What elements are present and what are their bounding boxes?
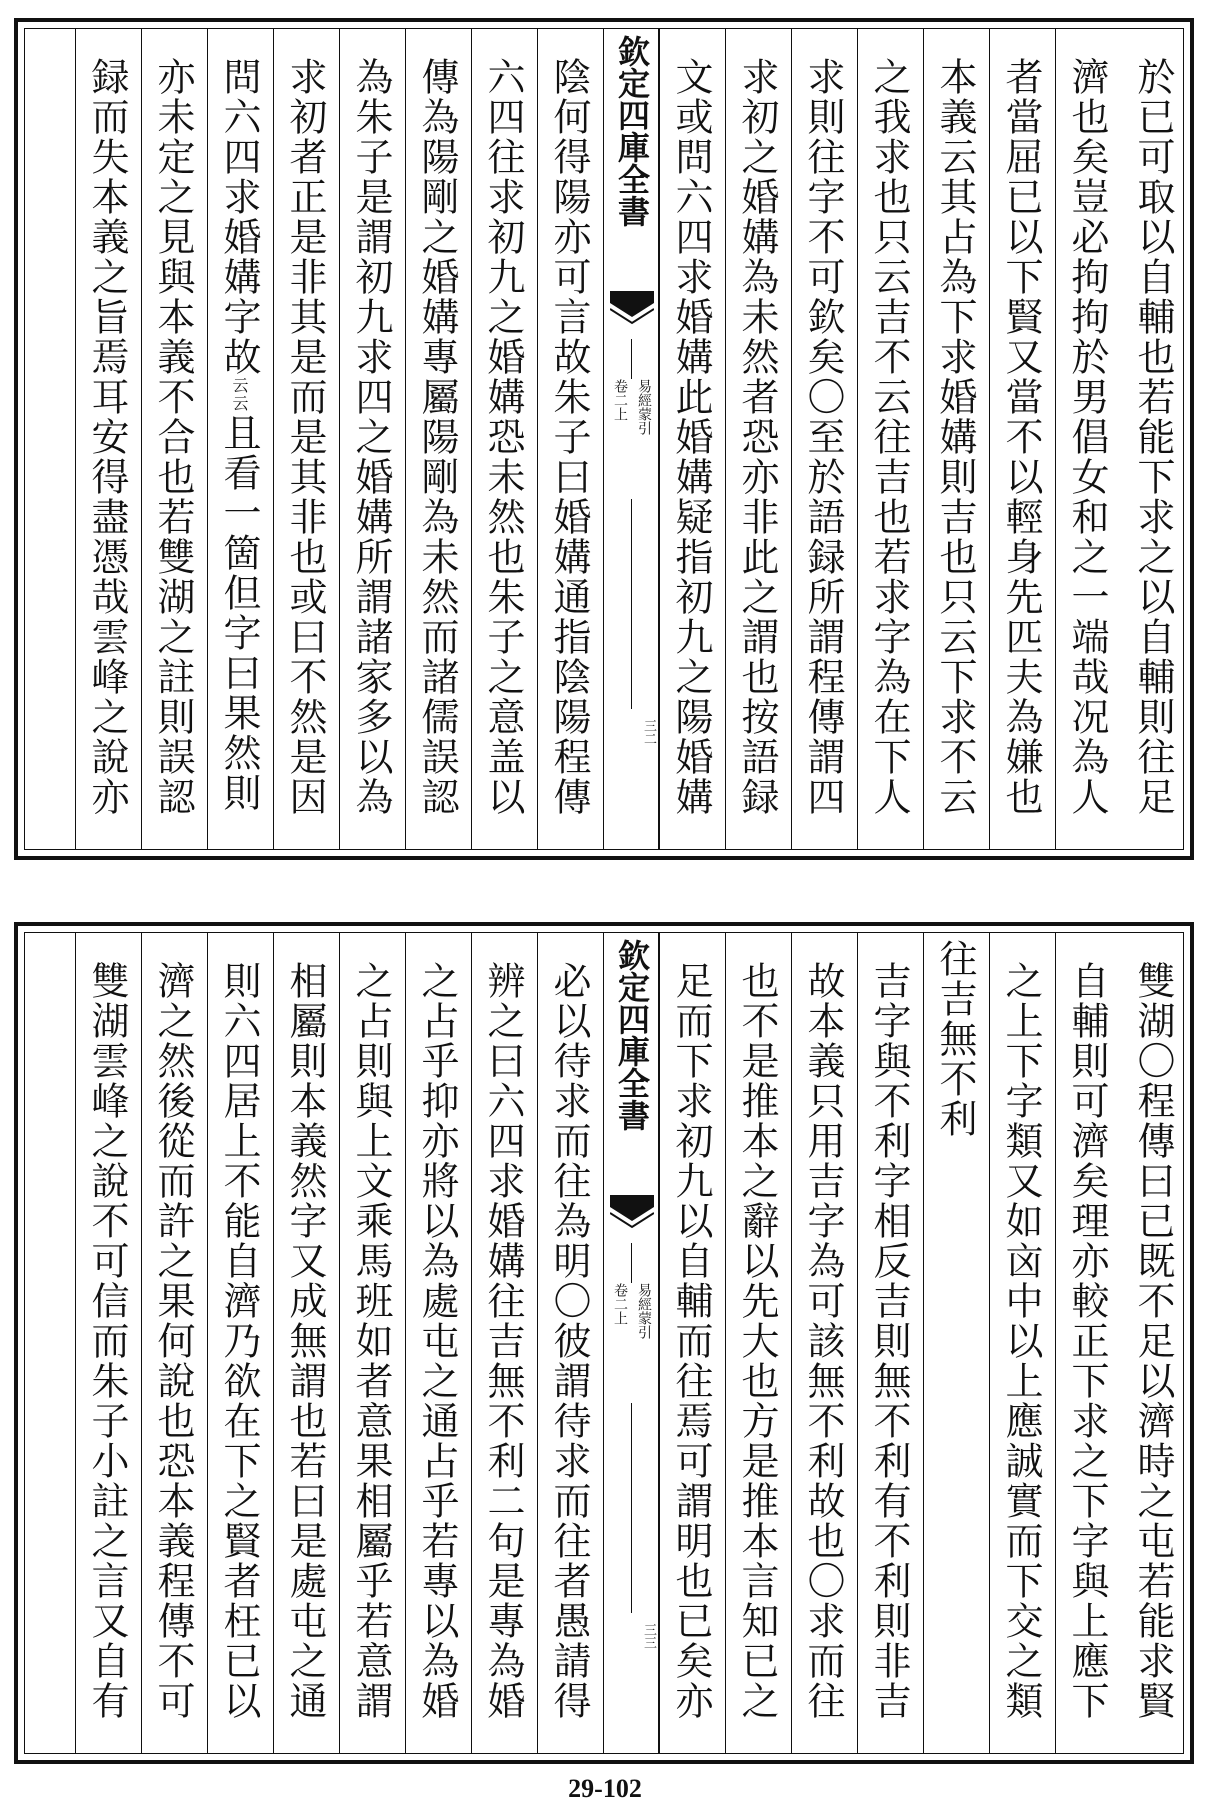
page-number: 29-102 bbox=[568, 1774, 642, 1803]
fish-tail-ornament bbox=[610, 1195, 654, 1243]
small-annotation: 云 bbox=[230, 377, 249, 395]
text-column: 之上下字類又如㐫中以上應誠實而下交之類 bbox=[989, 933, 1055, 1753]
text-column: 濟也矣豈必拘拘於男倡女和之一端哉况為人 bbox=[1055, 29, 1121, 849]
text-column: 則六四居上不能自濟乃欲在下之賢者枉已以 bbox=[207, 933, 273, 1753]
text-column: 求初者正是非其是而是其非也或曰不然是因 bbox=[273, 29, 339, 849]
small-annotation: 云 bbox=[230, 395, 249, 413]
text-column: 之占乎抑亦將以為處屯之通占乎若專以為婚 bbox=[405, 933, 471, 1753]
text-column-with-note bbox=[207, 29, 273, 849]
text-column: 陰何得陽亦可言故朱子曰婚媾通指陰陽程傳 bbox=[537, 29, 603, 849]
column-text: 且看一箇但字曰果然則 bbox=[217, 413, 261, 813]
bottom-page bbox=[14, 922, 1194, 1764]
volume-label: 卷二上 bbox=[612, 379, 628, 421]
center-fold bbox=[603, 29, 659, 849]
text-column: 六四往求初九之婚媾恐未然也朱子之意盖以 bbox=[471, 29, 537, 849]
folio-number: 三三 bbox=[641, 1623, 656, 1649]
text-column: 相屬則本義然字又成無謂也若曰是處屯之通 bbox=[273, 933, 339, 1753]
text-column: 濟之然後從而許之果何說也恐本義程傳不可 bbox=[141, 933, 207, 1753]
bottom-page-frame bbox=[24, 932, 1184, 1754]
fold-rule bbox=[631, 339, 632, 379]
fold-rule bbox=[631, 1243, 632, 1283]
text-column: 求則往字不可欽矣〇至於語録所謂程傳謂四 bbox=[791, 29, 857, 849]
text-column: 為朱子是謂初九求四之婚媾所謂諸家多以為 bbox=[339, 29, 405, 849]
text-column: 本義云其占為下求婚媾則吉也只云下求不云 bbox=[923, 29, 989, 849]
book-name: 易經蒙引 bbox=[636, 1283, 652, 1339]
text-column: 之占則與上文乘馬班如者意果相屬乎若意謂 bbox=[339, 933, 405, 1753]
running-title: 欽定四庫全書 bbox=[613, 35, 651, 227]
text-column: 雙湖雲峰之說不可信而朱子小註之言又自有 bbox=[75, 933, 141, 1753]
fish-tail-ornament bbox=[610, 291, 654, 339]
column-text: 問六四求婚媾字故 bbox=[217, 57, 261, 377]
text-column: 必以待求而往為明〇彼謂待求而往者愚請得 bbox=[537, 933, 603, 1753]
text-column: 録而失本義之旨焉耳安得盡憑哉雲峰之說亦 bbox=[75, 29, 141, 849]
volume-label: 卷二上 bbox=[612, 1283, 628, 1325]
text-column: 足而下求初九以自輔而往焉可謂明也已矣亦 bbox=[659, 933, 725, 1753]
text-column: 者當屈已以下賢又當不以輕身先匹夫為嫌也 bbox=[989, 29, 1055, 849]
text-column: 傳為陽剛之婚媾專屬陽剛為未然而諸儒誤認 bbox=[405, 29, 471, 849]
folio-number: 三二 bbox=[641, 719, 656, 745]
text-column: 辨之曰六四求婚媾往吉無不利二句是專為婚 bbox=[471, 933, 537, 1753]
text-column: 也不是推本之辭以先大也方是推本言知已之 bbox=[725, 933, 791, 1753]
book-name: 易經蒙引 bbox=[636, 379, 652, 435]
heading-column: 往吉無不利 bbox=[923, 933, 989, 1753]
text-column: 之我求也只云吉不云往吉也若求字為在下人 bbox=[857, 29, 923, 849]
running-title: 欽定四庫全書 bbox=[613, 939, 651, 1131]
text-column: 故本義只用吉字為可該無不利故也〇求而往 bbox=[791, 933, 857, 1753]
text-column: 吉字與不利字相反吉則無不利有不利則非吉 bbox=[857, 933, 923, 1753]
center-fold bbox=[603, 933, 659, 1753]
text-column: 亦未定之見與本義不合也若雙湖之註則誤認 bbox=[141, 29, 207, 849]
top-page-frame bbox=[24, 28, 1184, 850]
text-column: 自輔則可濟矣理亦較正下求之下字與上應下 bbox=[1055, 933, 1121, 1753]
text-column: 文或問六四求婚媾此婚媾疑指初九之陽婚媾 bbox=[659, 29, 725, 849]
text-column: 求初之婚媾為未然者恐亦非此之謂也按語録 bbox=[725, 29, 791, 849]
top-page bbox=[14, 18, 1194, 860]
text-column: 雙湖〇程傳曰已既不足以濟時之屯若能求賢 bbox=[1131, 961, 1175, 1721]
text-column: 於已可取以自輔也若能下求之以自輔則往足 bbox=[1131, 57, 1175, 817]
fold-rule bbox=[631, 1403, 632, 1613]
fold-rule bbox=[631, 499, 632, 709]
